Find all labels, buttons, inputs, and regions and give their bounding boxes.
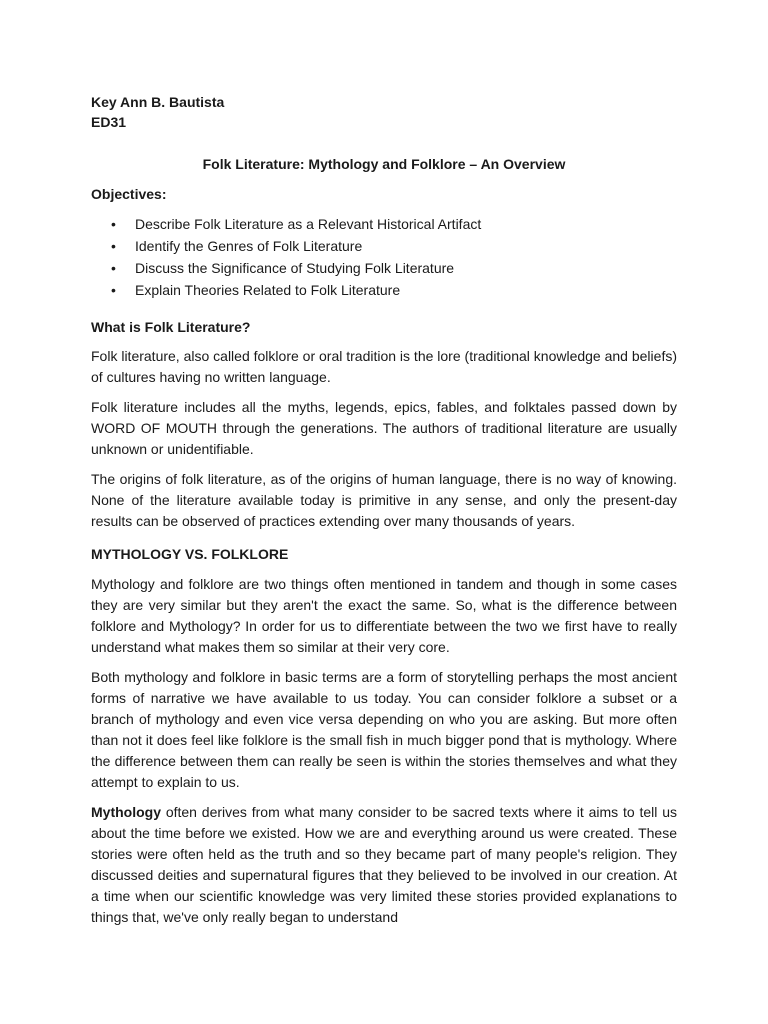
mythology-term: Mythology	[91, 804, 161, 820]
author-name: Key Ann B. Bautista	[91, 94, 225, 110]
document-page	[91, 92, 677, 937]
course-code: ED31	[91, 114, 127, 130]
paragraph: The origins of folk literature, as of the origins of human language, there is no way of knowing. None of the literature available today is primitive in any sense, and only the present-day results can be observed of practices extending over many thousands of years.	[91, 471, 677, 529]
what-is-folk-literature-heading: What is Folk Literature?	[91, 319, 251, 335]
bullet-icon: •	[111, 282, 116, 298]
list-item: • Discuss the Significance of Studying Folk Literature	[91, 257, 677, 279]
bullet-icon: •	[111, 238, 116, 254]
document-title: Folk Literature: Mythology and Folklore – An Overview	[202, 156, 566, 172]
paragraph: Both mythology and folklore in basic terms are a form of storytelling perhaps the most ancient forms of narrative we have available to us today. You can consider folklore a subset or a branch of mythology and even vice versa depending on who you are asking. But more often than not it does feel like folklore is the small fish in much bigger pond that is mythology. Where the difference between them can really be seen is within the stories themselves and what they attempt to explain to us.	[91, 669, 677, 790]
list-item: • Describe Folk Literature as a Relevant Historical Artifact	[91, 213, 677, 235]
mythology-vs-folklore-heading: MYTHOLOGY VS. FOLKLORE	[91, 546, 289, 562]
mythology-paragraph	[91, 802, 677, 928]
mythology-text: often derives from what many consider to be sacred texts where it aims to tell us about the time before we existed. How we are and everything around us were created. These stories were often held as the truth and so they became part of many people's religion. They discussed deities and supernatural figures that they believed to be involved in our creation. At a time when our scientific knowledge was very limited these stories provided explanations to things that, we've only really began to understand	[91, 804, 677, 925]
list-item: • Identify the Genres of Folk Literature	[91, 235, 677, 257]
objectives-heading: Objectives:	[91, 186, 167, 202]
list-item: • Explain Theories Related to Folk Literature	[91, 279, 677, 301]
bullet-icon: •	[111, 216, 116, 232]
objectives-list	[91, 213, 677, 301]
paragraph: Mythology and folklore are two things often mentioned in tandem and though in some cases they are very similar but they aren't the exact the same. So, what is the difference between folklore and Mythology? In order for us to differentiate between the two we first have to really understand what makes them so similar at their very core.	[91, 576, 677, 655]
paragraph: Folk literature, also called folklore or oral tradition is the lore (traditional knowledge and beliefs) of cultures having no written language.	[91, 348, 677, 385]
paragraph: Folk literature includes all the myths, legends, epics, fables, and folktales passed down by WORD OF MOUTH through the generations. The authors of traditional literature are usually unknown or unidentifiable.	[91, 399, 677, 457]
bullet-icon: •	[111, 260, 116, 276]
